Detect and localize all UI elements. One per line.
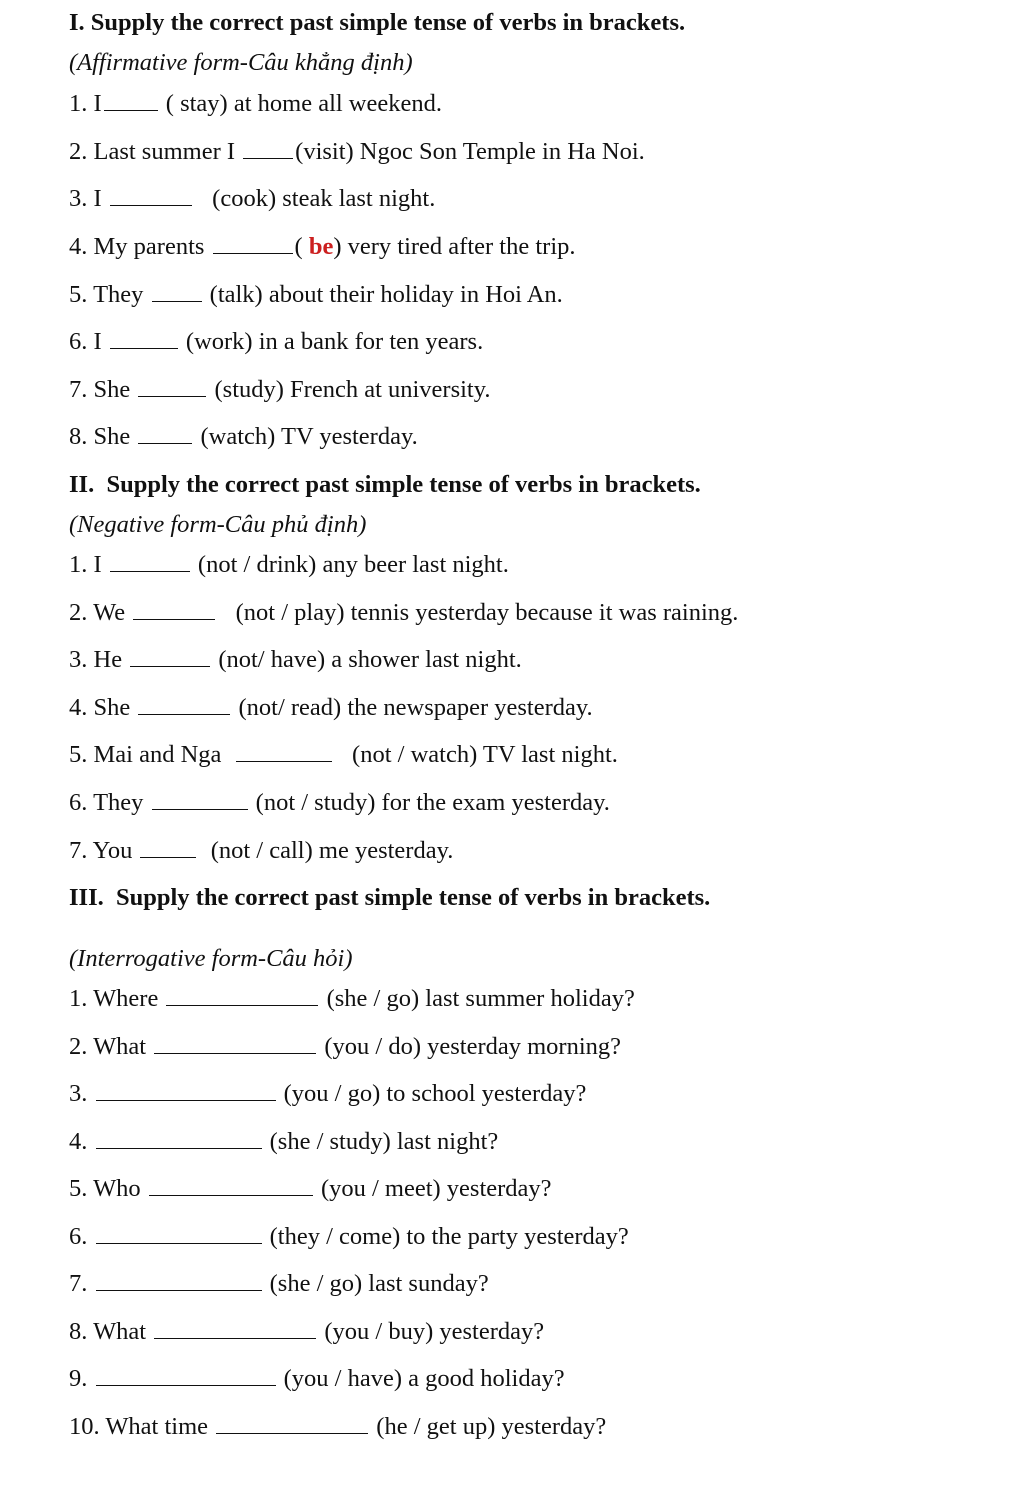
exercise-item: 5. Mai and Nga (not / watch) TV last night. <box>69 741 618 768</box>
exercise-item: 8. What (you / buy) yesterday? <box>69 1318 545 1345</box>
exercise-item: 4. (she / study) last night? <box>69 1128 499 1155</box>
answer-blank[interactable] <box>154 1318 316 1339</box>
exercise-item: 3. (you / go) to school yesterday? <box>69 1080 587 1107</box>
exercise-item: 7. (she / go) last sunday? <box>69 1270 489 1297</box>
section-2-heading: II. Supply the correct past simple tense of verbs in brackets. <box>69 471 701 498</box>
answer-blank[interactable] <box>243 138 293 159</box>
exercise-item: 2. Last summer I (visit) Ngoc Son Temple in Ha Noi. <box>69 138 645 165</box>
section-3-subheading: (Interrogative form-Câu hỏi) <box>69 945 353 972</box>
answer-blank[interactable] <box>149 1175 313 1196</box>
exercise-item: 6. (they / come) to the party yesterday? <box>69 1223 629 1250</box>
exercise-item: 7. She (study) French at university. <box>69 376 491 403</box>
answer-blank[interactable] <box>213 233 293 254</box>
answer-blank[interactable] <box>152 789 248 810</box>
exercise-item: 3. I (cook) steak last night. <box>69 185 436 212</box>
answer-blank[interactable] <box>152 281 202 302</box>
exercise-item: 10. What time (he / get up) yesterday? <box>69 1413 607 1440</box>
section-3-heading: III. Supply the correct past simple tense of verbs in brackets. <box>69 884 711 911</box>
exercise-item: 5. Who (you / meet) yesterday? <box>69 1175 552 1202</box>
exercise-item: 3. He (not/ have) a shower last night. <box>69 646 522 673</box>
section-1-heading: I. Supply the correct past simple tense of verbs in brackets. <box>69 9 686 36</box>
section-1-subheading: (Affirmative form-Câu khẳng định) <box>69 49 413 76</box>
answer-blank[interactable] <box>154 1033 316 1054</box>
exercise-item: 1. I (not / drink) any beer last night. <box>69 551 509 578</box>
answer-blank[interactable] <box>166 985 318 1006</box>
answer-blank[interactable] <box>133 599 215 620</box>
exercise-item: 4. She (not/ read) the newspaper yesterday. <box>69 694 593 721</box>
exercise-item: 2. We (not / play) tennis yesterday because it was raining. <box>69 599 739 626</box>
answer-blank[interactable] <box>130 646 210 667</box>
exercise-item: 7. You (not / call) me yesterday. <box>69 837 454 864</box>
answer-blank[interactable] <box>236 741 332 762</box>
answer-blank[interactable] <box>110 328 178 349</box>
section-2-subheading: (Negative form-Câu phủ định) <box>69 511 367 538</box>
exercise-item: 6. They (not / study) for the exam yesterday. <box>69 789 610 816</box>
answer-blank[interactable] <box>96 1223 262 1244</box>
answer-blank[interactable] <box>96 1080 276 1101</box>
answer-blank[interactable] <box>110 185 192 206</box>
exercise-item: 8. She (watch) TV yesterday. <box>69 423 418 450</box>
answer-blank[interactable] <box>104 90 158 111</box>
answer-blank[interactable] <box>138 376 206 397</box>
highlighted-verb: be <box>308 233 334 260</box>
exercise-item: 6. I (work) in a bank for ten years. <box>69 328 484 355</box>
answer-blank[interactable] <box>216 1413 368 1434</box>
answer-blank[interactable] <box>96 1128 262 1149</box>
exercise-item: 2. What (you / do) yesterday morning? <box>69 1033 622 1060</box>
exercise-item: 9. (you / have) a good holiday? <box>69 1365 565 1392</box>
answer-blank[interactable] <box>140 837 196 858</box>
answer-blank[interactable] <box>110 551 190 572</box>
exercise-item: 4. My parents ( be) very tired after the trip. <box>69 233 576 260</box>
exercise-item: 1. I ( stay) at home all weekend. <box>69 90 442 117</box>
answer-blank[interactable] <box>138 694 230 715</box>
answer-blank[interactable] <box>96 1365 276 1386</box>
exercise-item: 5. They (talk) about their holiday in Hoi An. <box>69 281 563 308</box>
answer-blank[interactable] <box>138 423 192 444</box>
exercise-item: 1. Where (she / go) last summer holiday? <box>69 985 635 1012</box>
answer-blank[interactable] <box>96 1270 262 1291</box>
